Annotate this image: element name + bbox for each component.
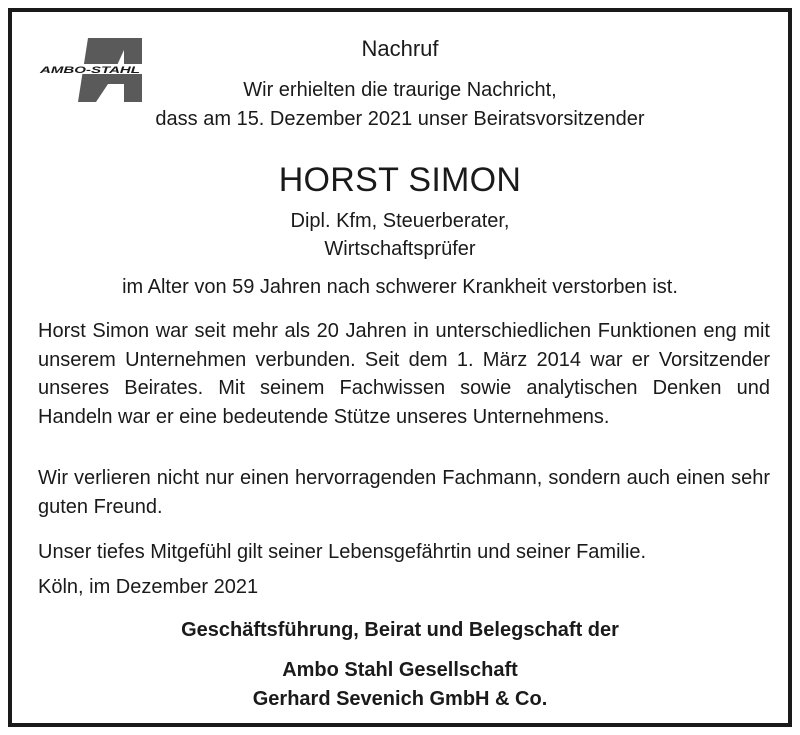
body-paragraph: Unser tiefes Mitgefühl gilt seiner Lebensgefährtin und seiner Familie. — [38, 541, 647, 563]
notice-title: Nachruf — [361, 36, 439, 61]
company-line: Ambo Stahl Gesellschaft — [282, 659, 518, 681]
signature-intro: Geschäftsführung, Beirat und Belegschaft der — [181, 619, 619, 641]
logo-text: AMBO-STAHL — [38, 65, 141, 76]
body-paragraph: Wir verlieren nicht nur einen hervorragenden Fachmann, sondern auch einen sehr guten Freund. — [38, 467, 770, 518]
age-statement: im Alter von 59 Jahren nach schwerer Krankheit verstorben ist. — [122, 276, 678, 298]
company-line: Gerhard Sevenich GmbH & Co. — [252, 688, 548, 710]
obituary-notice — [8, 8, 792, 727]
deceased-name: HORST SIMON — [278, 161, 522, 199]
intro-text — [12, 76, 788, 134]
intro-line: dass am 15. Dezember 2021 unser Beiratsvorsitzender — [155, 108, 645, 130]
signature-company — [12, 656, 788, 714]
deceased-credentials — [12, 207, 788, 263]
credentials-line: Wirtschaftsprüfer — [324, 238, 476, 260]
body-paragraph: Horst Simon war seit mehr als 20 Jahren in unterschiedlichen Funktionen eng mit unserem Unternehmen verbunden. Seit dem 1. März 2014 war er Vorsitzender unseres Beirates. Mit seinem Fachwissen sowie analytischen Denken und Handeln war er eine bedeutende Stütze unseres Unternehmens. — [38, 320, 770, 428]
intro-line: Wir erhielten die traurige Nachricht, — [243, 79, 557, 101]
credentials-line: Dipl. Kfm, Steuerberater, — [290, 210, 510, 232]
place-date: Köln, im Dezember 2021 — [38, 576, 259, 598]
